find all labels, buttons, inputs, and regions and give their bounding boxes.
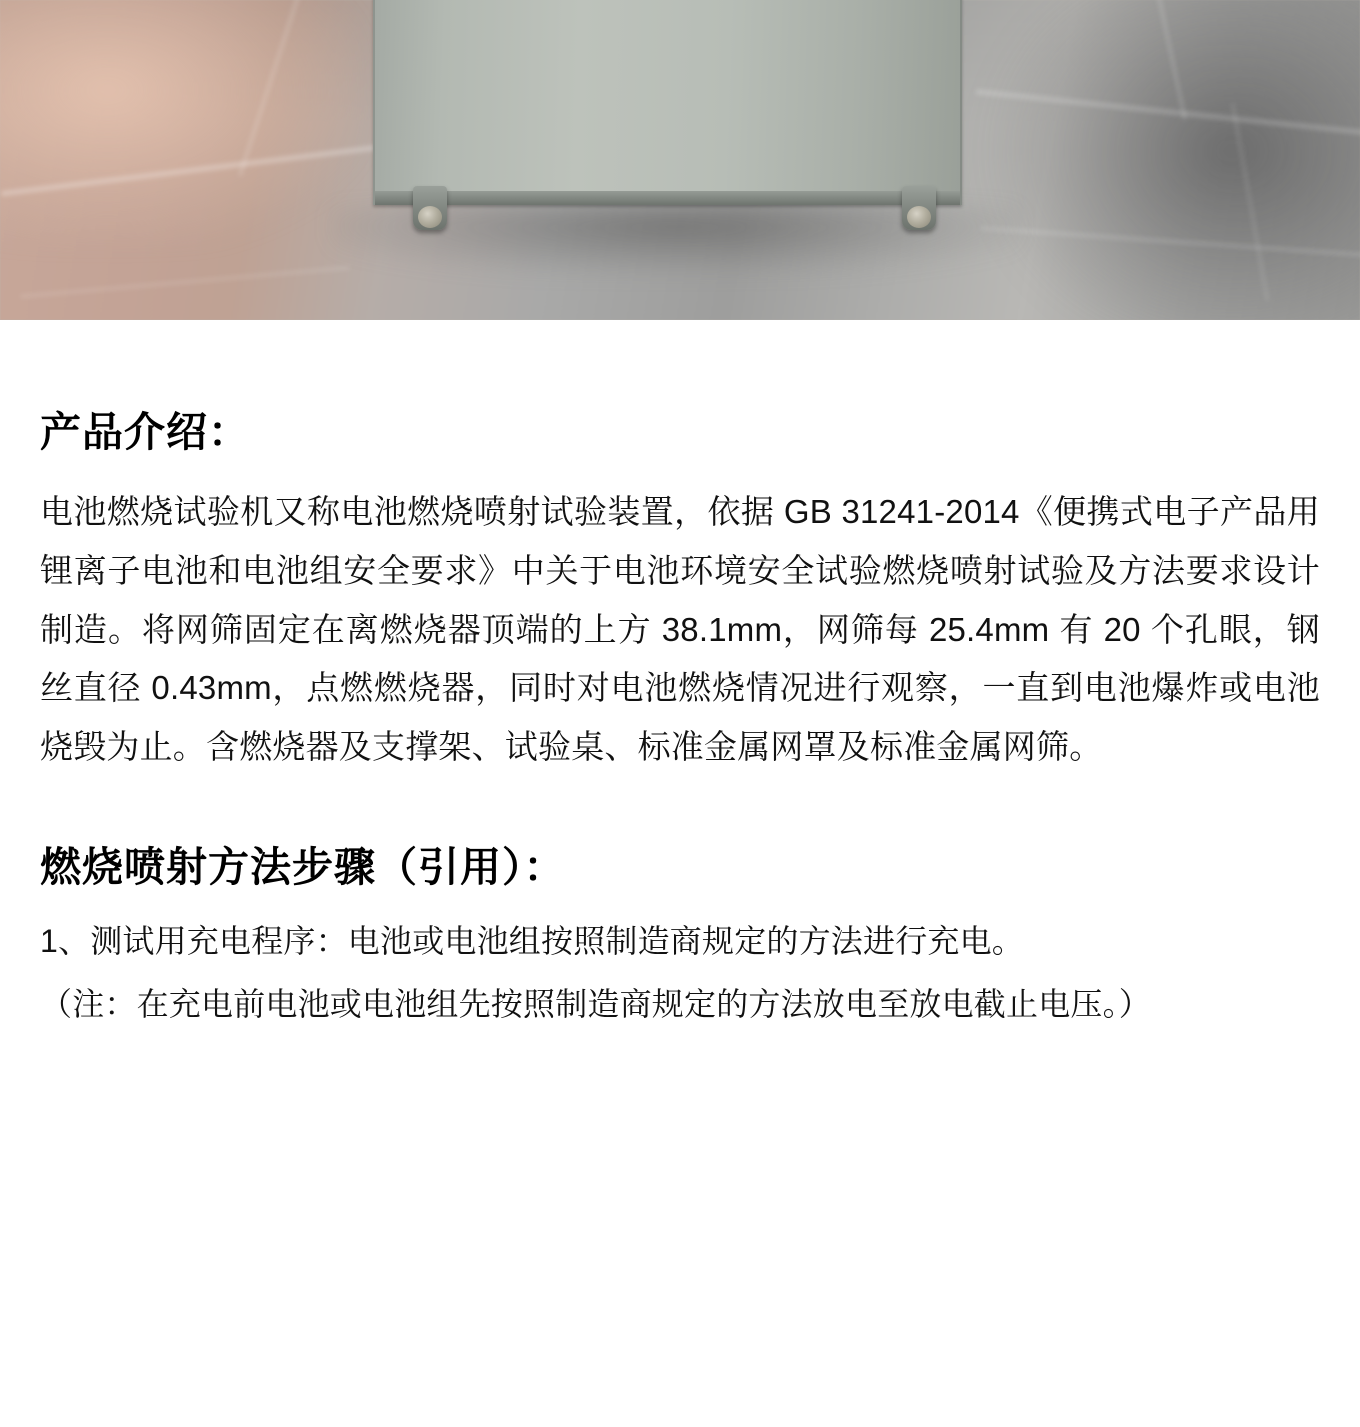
product-intro-paragraph: 电池燃烧试验机又称电池燃烧喷射试验装置，依据 GB 31241-2014《便携式电子产品用锂离子电池和电池组安全要求》中关于电池环境安全试验燃烧喷射试验及方法要求设计制造。将网筛固定在离燃烧器顶端的上方 38.1mm，网筛每 25.4mm 有 20 个孔眼，钢丝直径 0.43mm，点燃燃烧器，同时对电池燃烧情况进行观察，一直到电池爆炸或电池烧毁为止。含燃烧器及支撑架、试验桌、标准金属网罩及标准金属网筛。 [40, 493, 1320, 766]
method-steps-heading: 燃烧喷射方法步骤（引用）： [40, 843, 566, 890]
floor-highlight-left [0, 0, 360, 240]
product-intro-heading: 产品介绍： [40, 409, 250, 455]
cabinet-base-rail [375, 191, 960, 205]
caster-wheel-right [902, 186, 936, 230]
caster-wheel-left [413, 186, 447, 230]
method-step-item: 1、测试用充电程序：电池或电池组按照制造商规定的方法进行充电。 [40, 923, 1024, 960]
machine-cabinet [373, 0, 962, 205]
product-photo-banner [0, 0, 1360, 320]
article-content [0, 320, 1360, 1032]
method-step-item: （注：在充电前电池或电池组先按照制造商规定的方法放电至放电截止电压。） [40, 986, 1152, 1023]
